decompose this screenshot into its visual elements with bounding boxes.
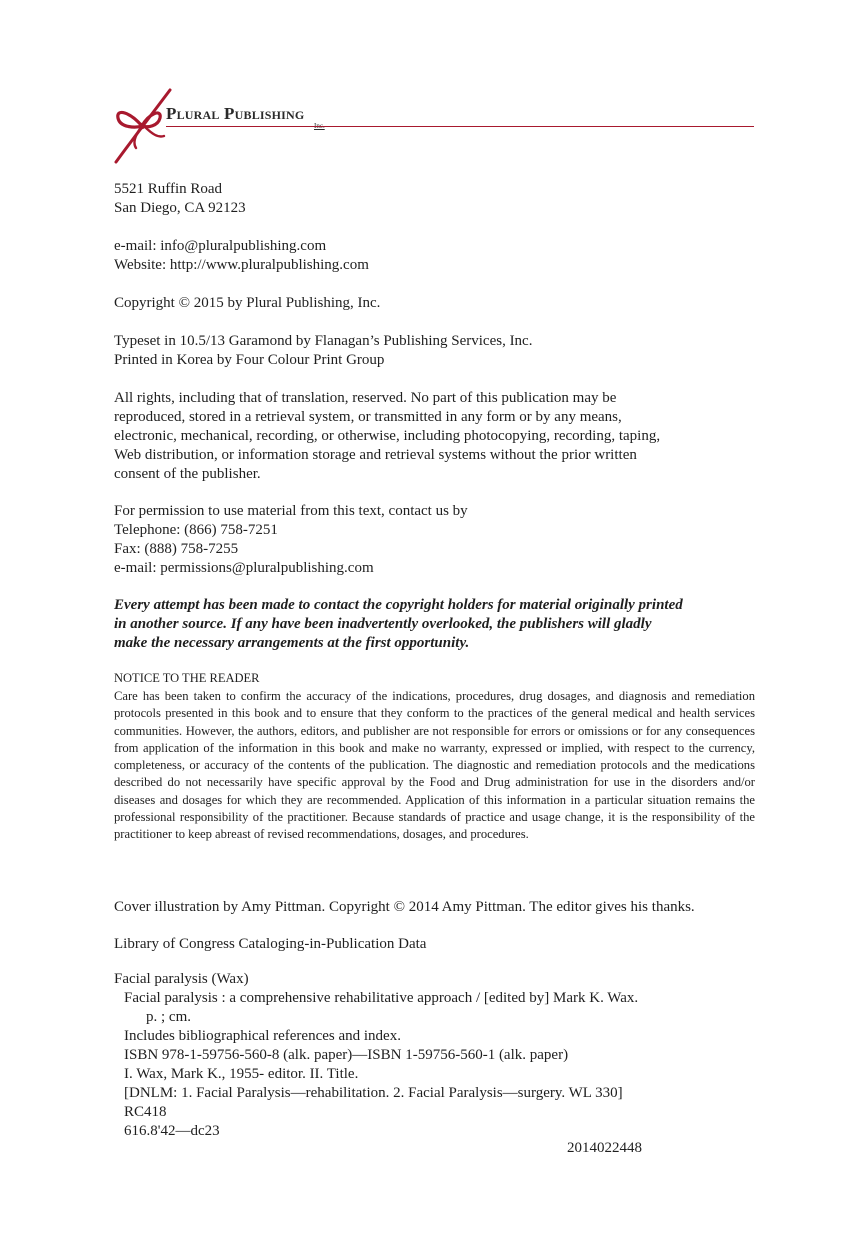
- address-block: [114, 180, 246, 218]
- permissions-block: [114, 502, 468, 578]
- rights-line: electronic, mechanical, recording, or otherwise, including photocopying, recording, taping,: [114, 428, 661, 444]
- permissions-fax: Fax: (888) 758-7255: [114, 541, 239, 557]
- production-block: [114, 332, 532, 370]
- header-rule: [166, 126, 754, 127]
- cip-line: RC418: [124, 1104, 167, 1120]
- permissions-intro: For permission to use material from this text, contact us by: [114, 503, 468, 519]
- cip-line: Includes bibliographical references and index.: [124, 1028, 401, 1044]
- cip-line: [DNLM: 1. Facial Paralysis—rehabilitation. 2. Facial Paralysis—surgery. WL 330]: [124, 1085, 623, 1101]
- cip-line: Facial paralysis (Wax): [114, 971, 249, 987]
- note-line: make the necessary arrangements at the first opportunity.: [114, 635, 470, 651]
- publisher-logo: [108, 86, 768, 166]
- cip-line: I. Wax, Mark K., 1955- editor. II. Title.: [124, 1066, 359, 1082]
- note-line: in another source. If any have been inadvertently overlooked, the publishers will gladly: [114, 616, 652, 632]
- address-city: San Diego, CA 92123: [114, 200, 246, 216]
- cip-data: [114, 970, 638, 1141]
- permissions-email: e-mail: permissions@pluralpublishing.com: [114, 560, 374, 576]
- cip-line: ISBN 978-1-59756-560-8 (alk. paper)—ISBN 1-59756-560-1 (alk. paper): [124, 1047, 569, 1063]
- rights-line: Web distribution, or information storage and retrieval systems without the prior written: [114, 447, 637, 463]
- permissions-telephone: Telephone: (866) 758-7251: [114, 522, 278, 538]
- notice-title: NOTICE TO THE READER: [114, 671, 260, 685]
- lccn-number: 2014022448: [567, 1140, 642, 1156]
- notice-body: Care has been taken to confirm the accuracy of the indications, procedures, drug dosages, and diagnosis and remediation protocols presented in this book and to ensure that they conform to the practices of the general medical and health services communities. However, the authors, editors, and publisher are not responsible for errors or omissions or for any consequences from application of the information in this book and make no warranty, expressed or implied, with respect to the currency, completeness, or accuracy of the contents of the publication. The diagnostic and remediation protocols and the medications described do not necessarily have specific approval by the Food and Drug administration for use in the disorders and/or diseases and dosages for which they are recommended. Application of this information in a particular situation remains the professional responsibility of the practitioner. Because standards of practice and usage change, it is the responsibility of the practitioner to keep abreast of revised recommendations, dosages, and procedures.: [114, 689, 755, 842]
- cip-heading: [114, 935, 426, 954]
- contact-email: e-mail: info@pluralpublishing.com: [114, 238, 327, 254]
- cover-credit: [114, 898, 695, 917]
- cip-line: Facial paralysis : a comprehensive rehabilitative approach / [edited by] Mark K. Wax.: [124, 990, 639, 1006]
- publisher-name: Plural Publishing: [166, 104, 305, 123]
- copyright-line: [114, 294, 380, 313]
- copyright-holders-note: [114, 596, 774, 653]
- copyright-text: Copyright © 2015 by Plural Publishing, Inc.: [114, 295, 381, 311]
- contact-website: Website: http://www.pluralpublishing.com: [114, 257, 369, 273]
- cip-line: 616.8'42—dc23: [124, 1123, 220, 1139]
- contact-block: [114, 237, 369, 275]
- printed-line: Printed in Korea by Four Colour Print Group: [114, 352, 385, 368]
- cover-credit-text: Cover illustration by Amy Pittman. Copyright © 2014 Amy Pittman. The editor gives his thanks.: [114, 899, 695, 915]
- address-street: 5521 Ruffin Road: [114, 181, 223, 197]
- rights-block: [114, 389, 660, 484]
- note-line: Every attempt has been made to contact the copyright holders for material originally printed: [114, 597, 683, 613]
- rights-line: consent of the publisher.: [114, 466, 261, 482]
- cip-heading-text: Library of Congress Cataloging-in-Publication Data: [114, 936, 427, 952]
- typeset-line: Typeset in 10.5/13 Garamond by Flanagan’s Publishing Services, Inc.: [114, 333, 533, 349]
- rights-line: All rights, including that of translation, reserved. No part of this publication may be: [114, 390, 617, 406]
- rights-line: reproduced, stored in a retrieval system, or transmitted in any form or by any means,: [114, 409, 622, 425]
- cip-line: p. ; cm.: [146, 1009, 191, 1025]
